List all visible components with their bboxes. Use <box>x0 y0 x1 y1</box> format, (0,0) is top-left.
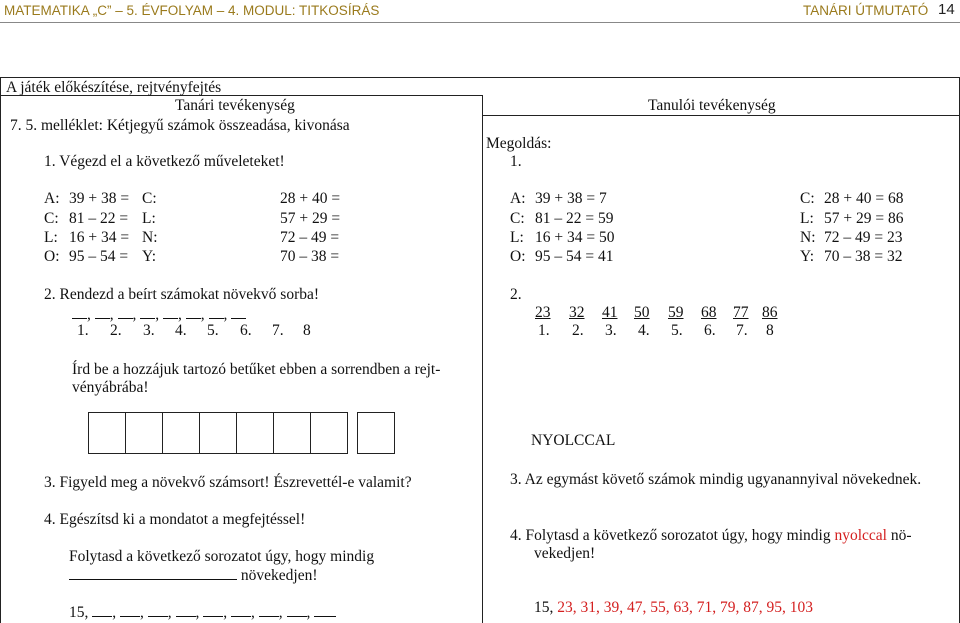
op-expression: 39 + 38 = <box>69 190 130 207</box>
column-divider <box>482 95 483 623</box>
answer-sequence: 15, 23, 31, 39, 47, 55, 63, 71, 79, 87, 95, 103 <box>534 599 813 616</box>
op-expression: 95 – 54 = <box>69 248 129 265</box>
op-expression: 70 – 38 = <box>280 248 340 265</box>
write-instruction-line1: Írd be a hozzájuk tartozó betűket ebben a sorrendben a rejt- <box>72 361 441 378</box>
op-expression: 16 + 34 = <box>69 229 130 246</box>
puzzle-cell[interactable] <box>125 412 163 454</box>
task1-instruction: 1. Végezd el a következő műveleteket! <box>44 153 285 170</box>
order-blanks[interactable]: , , , , , , , <box>72 305 246 324</box>
op-letter: C: <box>142 190 157 207</box>
op-letter: C: <box>44 210 59 227</box>
attachment-note: 7. 5. melléklet: Kétjegyű számok összeadása, kivonása <box>10 117 350 134</box>
op-letter: Y: <box>142 248 157 265</box>
puzzle-cell[interactable] <box>199 412 237 454</box>
puzzle-cell[interactable] <box>357 412 395 454</box>
answer-3: 3. Az egymást követő számok mindig ugyanannyival növekednek. <box>510 471 922 488</box>
task2-instruction: 2. Rendezd a beírt számokat növekvő sorba! <box>44 286 320 303</box>
answer-blank[interactable] <box>69 566 237 580</box>
puzzle-answer: NYOLCCAL <box>531 432 616 449</box>
answer-4-line2: vekedjen! <box>534 545 596 562</box>
op-expression: 57 + 29 = <box>280 210 341 227</box>
op-expression: 81 – 22 = <box>69 210 129 227</box>
puzzle-cell[interactable] <box>310 412 348 454</box>
task4-instruction: 4. Egészítsd ki a mondatot a megfejtéssel! <box>44 511 306 528</box>
puzzle-cell[interactable] <box>88 412 126 454</box>
solution-1-number: 1. <box>510 153 522 170</box>
op-expression: 28 + 40 = <box>280 190 341 207</box>
sequence-values: 23, 31, 39, 47, 55, 63, 71, 79, 87, 95, 103 <box>557 599 813 616</box>
puzzle-cell[interactable] <box>236 412 274 454</box>
sequence-exercise: 15, , , , , , , , , <box>69 603 336 622</box>
write-instruction-line2: vényábrába! <box>72 379 149 396</box>
continue-instruction-line2: növekedjen! <box>69 566 317 585</box>
op-letter: O: <box>44 248 60 265</box>
solution-2-number: 2. <box>510 286 522 303</box>
student-column-header: Tanulói tevékenység <box>648 97 776 114</box>
task3-instruction: 3. Figyeld meg a növekvő számsort! Észrevettél-e valamit? <box>44 474 412 491</box>
op-letter: L: <box>44 229 58 246</box>
puzzle-cell[interactable] <box>162 412 200 454</box>
op-expression: 72 – 49 = <box>280 229 340 246</box>
header-guide-label: TANÁRI ÚTMUTATÓ <box>803 3 929 18</box>
highlight-nyolccal: nyolccal <box>834 527 887 544</box>
puzzle-cell[interactable] <box>273 412 311 454</box>
table-left-border <box>0 77 1 623</box>
table-top-border <box>0 77 960 78</box>
continue-instruction-line1: Folytasd a következő sorozatot úgy, hogy mindig <box>69 548 375 565</box>
op-letter: N: <box>142 229 158 246</box>
teacher-column-header: Tanári tevékenység <box>175 97 295 114</box>
answer-4-line1: 4. Folytasd a következő sorozatot úgy, hogy mindig nyolccal nö- <box>510 527 912 544</box>
page-number: 14 <box>938 1 955 18</box>
op-letter: A: <box>44 190 60 207</box>
student-header-line <box>482 115 960 116</box>
op-letter: L: <box>142 210 156 227</box>
header-module-title: MATEMATIKA „C” – 5. ÉVFOLYAM – 4. MODUL: TITKOSÍRÁS <box>4 3 380 18</box>
table-title: A játék előkészítése, rejtvényfejtés <box>6 79 222 96</box>
solution-label: Megoldás: <box>486 135 552 152</box>
